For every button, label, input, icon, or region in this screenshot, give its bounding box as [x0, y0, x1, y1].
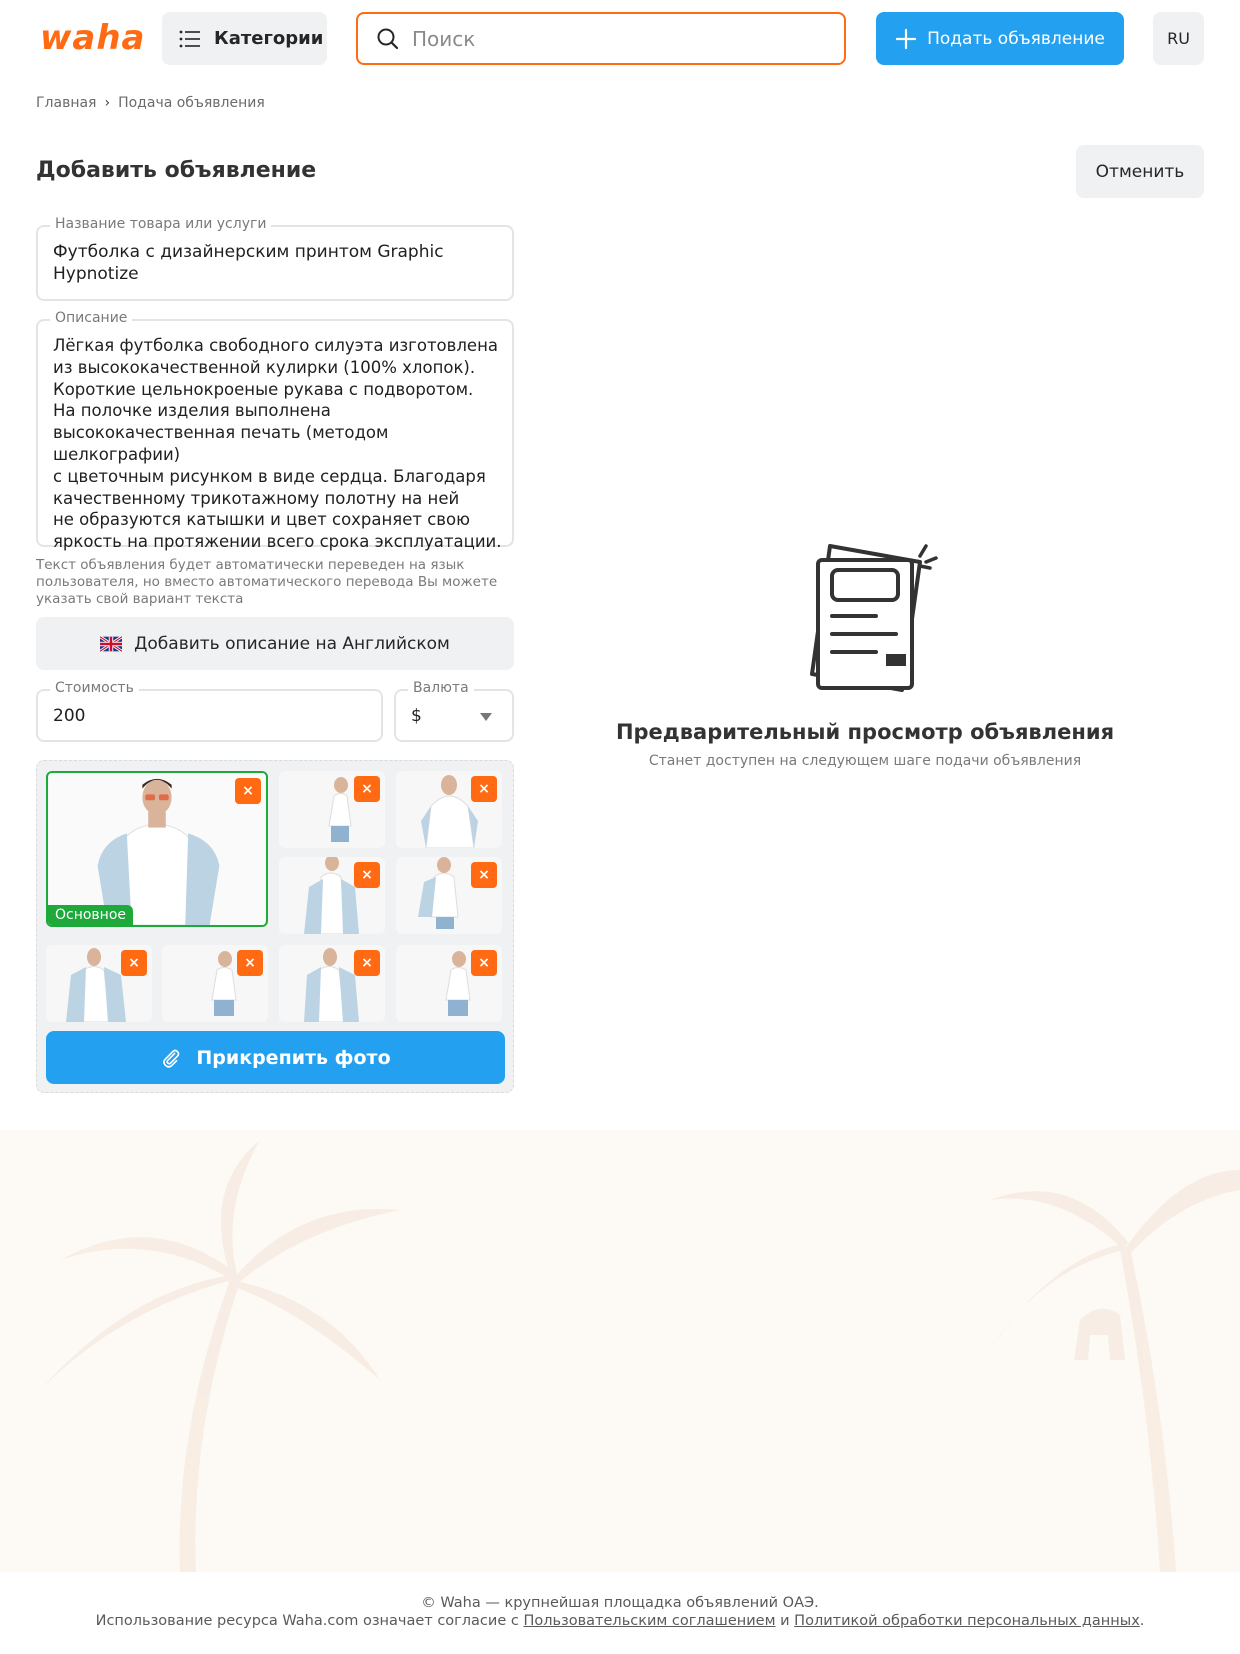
- footer-conjunction: и: [780, 1613, 790, 1629]
- search-icon: [376, 27, 400, 51]
- photo-thumb[interactable]: [396, 771, 502, 848]
- search-box[interactable]: [356, 12, 846, 65]
- language-label: RU: [1167, 29, 1190, 48]
- add-english-description-button[interactable]: [36, 617, 514, 670]
- title-field[interactable]: [36, 216, 514, 301]
- caret-down-icon: [480, 713, 492, 721]
- price-legend: Стоимость: [50, 680, 139, 696]
- delete-photo-button[interactable]: ×: [237, 950, 263, 976]
- page-title: Добавить объявление: [36, 158, 317, 183]
- footer: [0, 1594, 1240, 1630]
- post-ad-button[interactable]: [876, 12, 1124, 65]
- currency-legend: Валюта: [408, 680, 474, 696]
- delete-photo-button[interactable]: ×: [121, 950, 147, 976]
- footer-terms-suffix: .: [1139, 1613, 1145, 1629]
- palm-tree-illustration: [0, 1130, 1240, 1572]
- cancel-button[interactable]: [1076, 145, 1204, 198]
- plus-icon: [895, 28, 917, 50]
- description-value[interactable]: Лёгкая футболка свободного силуэта изготовлена из высококачественной кулирки (100% хлопок). Короткие цельнокроеные рукава с подворотом. На полочке изделия выполнена высококачественная печать (методом шелкографии) с цветочным рисунком в виде сердца. Благодаря качественному трикотажному полотну на ней не образуются катышки и цвет сохраняет свою яркость на протяжении всего срока эксплуатации.: [53, 336, 502, 552]
- photo-thumb[interactable]: [396, 945, 502, 1022]
- photo-thumbnail-icon: [48, 773, 266, 925]
- attach-photo-label: Прикрепить фото: [196, 1046, 391, 1069]
- waha-logo[interactable]: [40, 18, 146, 58]
- title-value[interactable]: Футболка с дизайнерским принтом Graphic Hypnotize: [53, 242, 444, 284]
- cancel-label: Отменить: [1095, 161, 1185, 182]
- paperclip-icon: [160, 1047, 182, 1069]
- photo-main[interactable]: [46, 771, 268, 927]
- terms-link[interactable]: Пользовательским соглашением: [523, 1613, 776, 1629]
- footer-terms-line: [0, 1612, 1240, 1630]
- privacy-policy-link[interactable]: Политикой обработки персональных данных: [794, 1613, 1140, 1629]
- photo-thumb[interactable]: [279, 945, 385, 1022]
- logo-text: waha: [40, 18, 146, 58]
- delete-photo-button[interactable]: ×: [354, 950, 380, 976]
- add-english-label: Добавить описание на Английском: [134, 633, 450, 654]
- breadcrumb: [36, 95, 265, 111]
- photo-thumb[interactable]: [279, 857, 385, 934]
- language-button[interactable]: [1153, 12, 1204, 65]
- header: [0, 0, 1240, 80]
- photo-thumb[interactable]: [396, 857, 502, 934]
- search-input[interactable]: [412, 27, 812, 51]
- delete-photo-button[interactable]: ×: [471, 776, 497, 802]
- decorative-background: [0, 1130, 1240, 1572]
- photo-thumb[interactable]: [46, 945, 152, 1022]
- delete-photo-button[interactable]: ×: [354, 776, 380, 802]
- photo-uploader: [36, 760, 514, 1093]
- currency-value: $: [411, 706, 422, 726]
- description-legend: Описание: [50, 310, 132, 326]
- delete-photo-button[interactable]: ×: [235, 778, 261, 804]
- description-field[interactable]: [36, 310, 514, 552]
- price-value[interactable]: 200: [53, 706, 86, 726]
- photo-thumb[interactable]: [162, 945, 268, 1022]
- chevron-right-icon: ›: [104, 95, 111, 111]
- preview-subtitle: Станет доступен на следующем шаге подачи объявления: [648, 753, 1082, 769]
- preview-title: Предварительный просмотр объявления: [615, 720, 1115, 744]
- breadcrumb-home[interactable]: Главная: [36, 95, 97, 111]
- categories-label: Категории: [214, 28, 324, 49]
- price-field[interactable]: [36, 680, 383, 742]
- menu-list-icon: [178, 27, 202, 51]
- uk-flag-icon: [100, 636, 122, 652]
- attach-photo-button[interactable]: [46, 1031, 505, 1084]
- breadcrumb-current: Подача объявления: [118, 95, 265, 111]
- document-preview-icon: [790, 540, 940, 700]
- main-photo-badge: Основное: [48, 905, 133, 925]
- delete-photo-button[interactable]: ×: [471, 950, 497, 976]
- categories-button[interactable]: [162, 12, 327, 65]
- translation-hint: Текст объявления будет автоматически переведен на язык пользователя, но вместо автоматического перевода Вы можете указать свой вариант текста: [36, 557, 498, 607]
- footer-copyright: © Waha — крупнейшая площадка объявлений ОАЭ.: [421, 1595, 819, 1611]
- delete-photo-button[interactable]: ×: [471, 862, 497, 888]
- photo-thumb[interactable]: [279, 771, 385, 848]
- currency-select[interactable]: [394, 680, 514, 742]
- delete-photo-button[interactable]: ×: [354, 862, 380, 888]
- footer-terms-prefix: Использование ресурса Waha.com означает согласие с: [95, 1613, 519, 1629]
- title-legend: Название товара или услуги: [50, 216, 271, 232]
- post-ad-label: Подать объявление: [927, 28, 1105, 49]
